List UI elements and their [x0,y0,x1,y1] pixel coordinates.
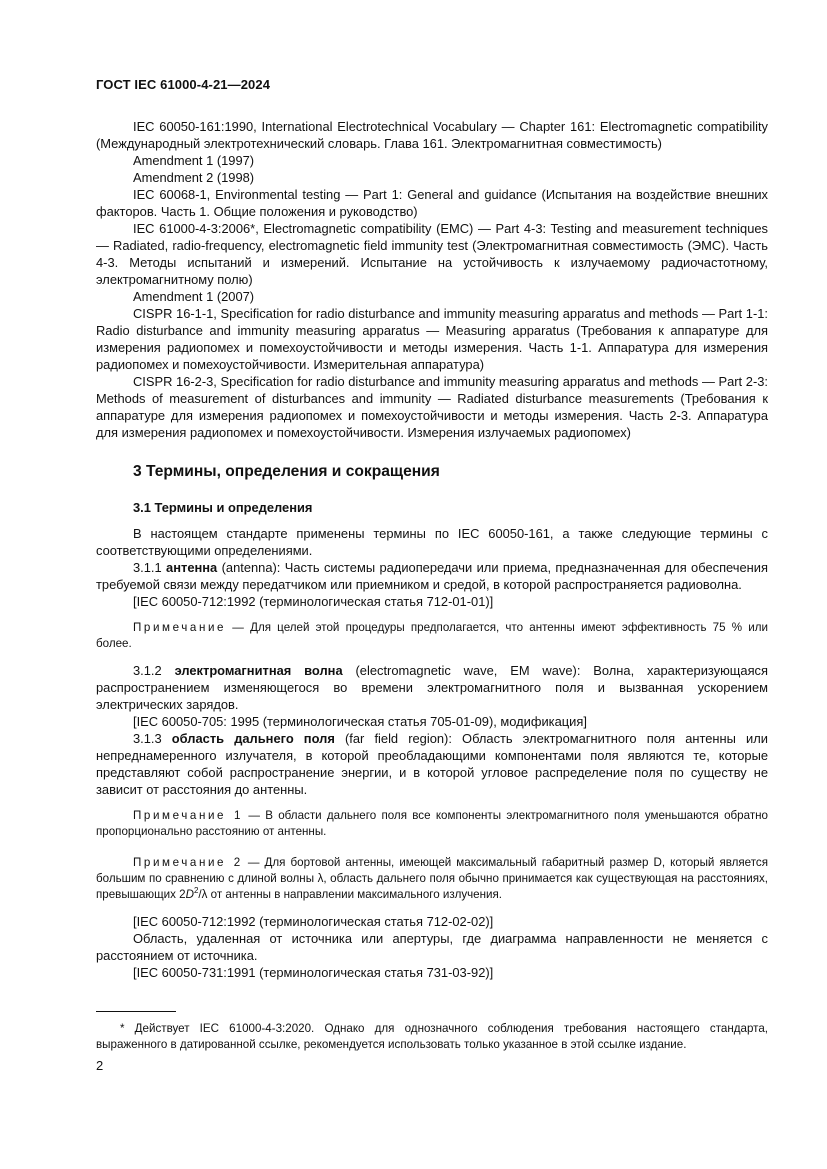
footnote: * Действует IEC 61000-4-3:2020. Однако для однозначного соблюдения требования настоящего стандарта, выраженного в датированной ссылке, рекомендуется использовать только указанное в этой ссылке издание. [96,1022,768,1051]
note-label: Примечание [133,621,227,634]
ref-cispr-16-1-1: CISPR 16-1-1, Specification for radio disturbance and immunity measuring apparatus and methods — Part 1-1: Radio disturbance and immunity measuring apparatus — Measuring apparatus (Требования к аппаратуре для измерения радиопомех и помехоустойчивости и методы измерения. Часть 1-1. Аппаратура для измерения радиопомех и помехоустойчивости. Измерительная аппаратура) [96,306,768,372]
term-3-1-3-reference-2: [IEC 60050-731:1991 (терминологическая статья 731-03-92)] [133,965,494,980]
section-intro: В настоящем стандарте применены термины по IEC 60050-161, а также следующие термины с соответствующими определениями. [96,526,768,558]
term-3-1-3 [96,730,768,798]
term-definition: (electromagnetic wave, EM wave): Волна, характеризующаяся распространением изменяющегося во времени электромагнитного поля и вызванная ускорением электрических зарядов. [96,663,768,712]
note-label: Примечание 2 [133,856,243,869]
term-3-1-3-note-1 [96,808,768,840]
term-3-1-1-note [96,620,768,652]
term-name: антенна [166,560,218,575]
subsection-3-1-title: 3.1 Термины и определения [133,500,313,515]
term-3-1-2 [96,662,768,713]
term-3-1-3-alt-definition: Область, удаленная от источника или апертуры, где диаграмма направленности не меняется с расстоянием от источника. [96,931,768,963]
term-number: 3.1.2 [133,663,175,678]
note-label: Примечание 1 [133,809,244,822]
ref-iec-60068-1: IEC 60068-1, Environmental testing — Part 1: General and guidance (Испытания на воздействие внешних факторов. Часть 1. Общие положения и руководство) [96,187,768,219]
note-text-end: /λ от антенны в направлении максимального излучения. [198,888,503,901]
page-header: ГОСТ IEC 61000-4-21—2024 [96,77,271,92]
ref-iec-61000-4-3: IEC 61000-4-3:2006*, Electromagnetic compatibility (EMC) — Part 4-3: Testing and measurement techniques — Radiated, radio-frequency, electromagnetic field immunity test (Электромагнитная совместимость (ЭМС). Часть 4-3. Методы испытаний и измерений. Испытание на устойчивость к излучаемому радиочастотному, электромагнитному полю) [96,221,768,287]
term-3-1-3-reference-1: [IEC 60050-712:1992 (терминологическая статья 712-02-02)] [133,914,494,929]
term-3-1-1-reference: [IEC 60050-712:1992 (терминологическая статья 712-01-01)] [133,594,494,609]
term-number: 3.1.1 [133,560,167,575]
term-name: область дальнего поля [171,731,335,746]
ref-amendment-1-2007: Amendment 1 (2007) [133,289,255,304]
term-3-1-3-note-2 [96,855,768,903]
term-3-1-2-reference: [IEC 60050-705: 1995 (терминологическая статья 705-01-09), модификация] [133,714,587,729]
formula-d: D [185,888,194,901]
ref-amendment-1: Amendment 1 (1997) [133,153,255,168]
document-body [96,118,768,981]
formula-exponent: 2 [193,886,199,896]
term-3-1-1 [96,559,768,593]
term-definition: (far field region): Область электромагнитного поля антенны или непреднамеренного излучателя, в которой преобладающими компонентами поля являются те, которые представляют собой распространение энергии, и в которой угловое распределение поля по существу не зависит от расстояния до антенны. [96,731,768,797]
page-number: 2 [96,1058,104,1073]
term-definition: (antenna): Часть системы радиопередачи или приема, предназначенная для обеспечения требуемой связи между передатчиком или приемником и средой, в которой распространяется радиоволна. [96,560,768,592]
ref-cispr-16-2-3: CISPR 16-2-3, Specification for radio disturbance and immunity measuring apparatus and methods — Part 2-3: Methods of measurement of disturbances and immunity — Radiated disturbance measurements (Требования к аппаратуре для измерения радиопомех и помехоустойчивости и методы измерения. Часть 2-3. Аппаратура для измерения радиопомех и помехоустойчивости. Измерения излучаемых радиопомех) [96,374,768,440]
note-text: — В области дальнего поля все компоненты электромагнитного поля уменьшаются обратно пропорционально расстоянию от антенны. [96,809,768,838]
footnote-divider [96,1011,176,1012]
note-text: — Для бортовой антенны, имеющей максимальный габаритный размер D, который является большим по сравнению с длиной волны λ, область дальнего поля обычно принимается как существующая на расстояниях, превышающих 2 [96,856,768,901]
section-3-title: 3 Термины, определения и сокращения [133,463,440,480]
note-text: — Для целей этой процедуры предполагается, что антенны имеют эффективность 75 % или более. [96,621,768,650]
ref-iec-60050-161: IEC 60050-161:1990, International Electrotechnical Vocabulary — Chapter 161: Electromagnetic compatibility (Международный электротехнический словарь. Глава 161. Электромагнитная совместимость) [96,119,768,151]
ref-amendment-2: Amendment 2 (1998) [133,170,255,185]
term-number: 3.1.3 [133,731,172,746]
term-name: электромагнитная волна [174,663,343,678]
